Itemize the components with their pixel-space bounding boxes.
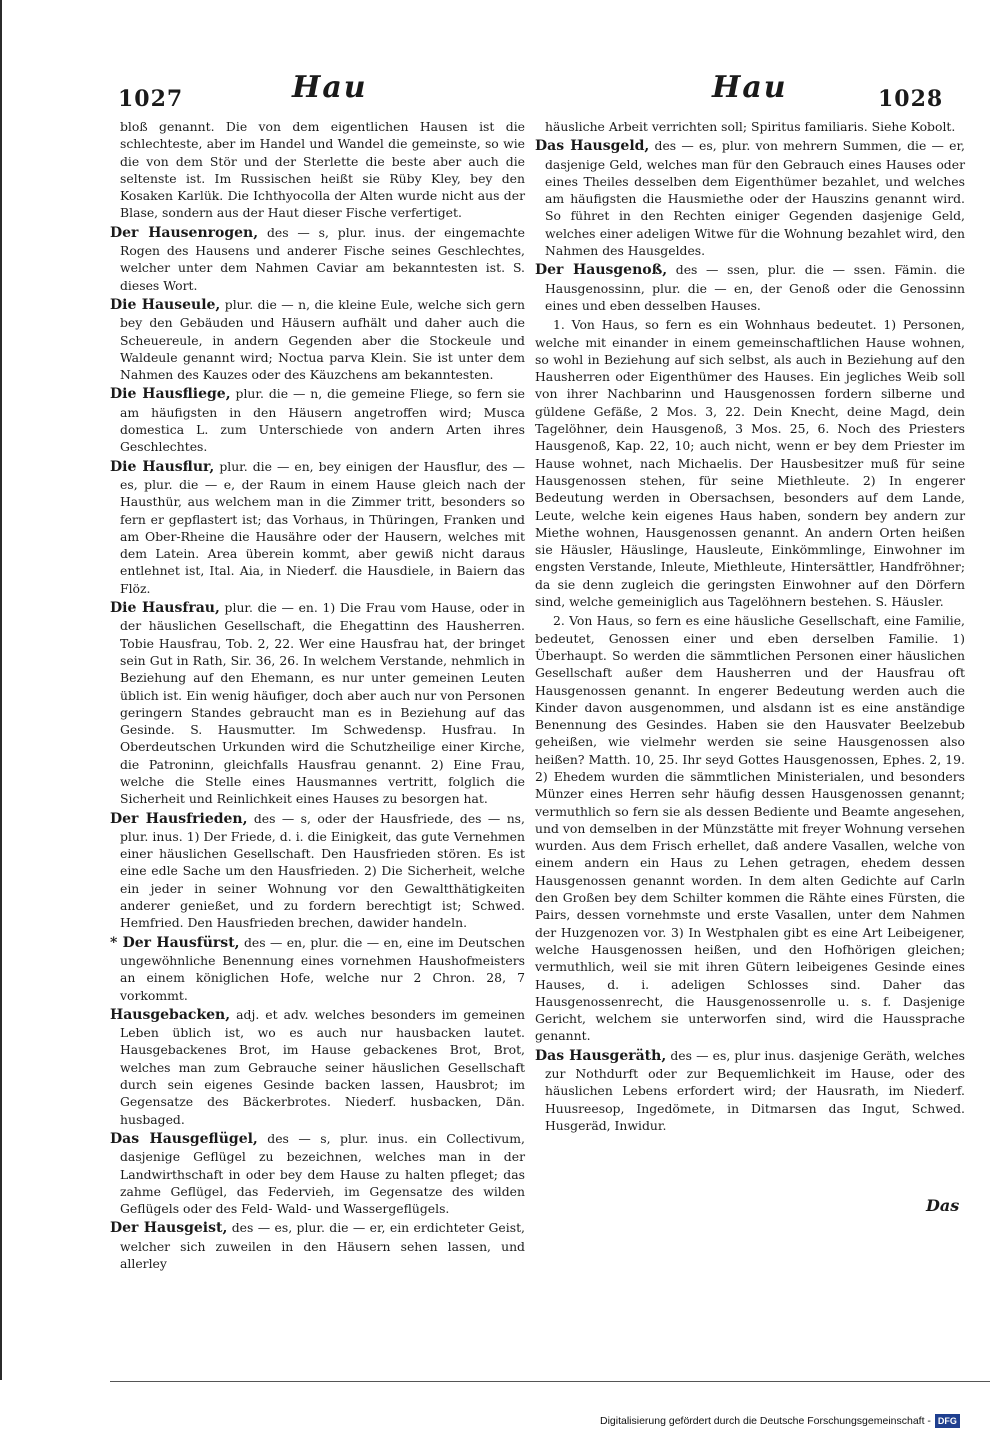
- entry-headword: Der Hausgenoß,: [535, 262, 668, 279]
- entry-headword: Das Hausgeld,: [535, 138, 650, 155]
- catchword: Das: [926, 1196, 960, 1215]
- dictionary-entry: [535, 1047, 965, 1134]
- entry-headword: Die Hausfliege,: [110, 386, 231, 403]
- dictionary-entry: [535, 261, 965, 314]
- entry-definition: des — s, plur. inus. der eingemachte Rogen des Hausens und anderer Fische seines Geschlechtes, welcher unter dem Nahmen Caviar am bekanntesten ist. S. dieses Wort.: [120, 224, 525, 293]
- entry-definition: adj. et adv. welches besonders im gemeinen Leben üblich ist, wo es auch nur hausbacken lautet. Hausgebackenes Brot, im Hause gebackenes Brot, Brot, welches man zum Gebrauche seiner häuslichen Gesellschaft durch sein eigenes Gesinde backen lassen, Hausbrot; im Gegensatze des Bäckerbrotes. Niederf. husbacken, Dän. husbaged.: [120, 1006, 525, 1127]
- dictionary-entry: [110, 1006, 525, 1128]
- left-column: [110, 118, 525, 1271]
- dictionary-entry: [110, 458, 525, 597]
- entry-definition: des — s, oder der Hausfriede, des — ns, plur. inus. 1) Der Friede, d. i. die Einigkeit, das gute Vernehmen einer häuslichen Gesellschaft. Den Hausfrieden stören. Es ist eine edle Sache um den Hausfrieden. 2) Die Sicherheit, welche ein jeder in seiner Wohnung vor den Gewaltthätigkeiten anderer genießet, und zu fordern berechtigt ist; Schwed. Hemfried. Den Hausfrieden brechen, dawider handeln.: [120, 810, 525, 931]
- footer-credit-text: Digitalisierung gefördert durch die Deutsche Forschungsgemeinschaft -: [600, 1415, 931, 1427]
- dictionary-entry: [110, 224, 525, 294]
- entry-definition: plur. die — en. 1) Die Frau vom Hause, oder in der häuslichen Gesellschaft, die Ehegattinn des Hausherren. Tobie Hausfrau, Tob. 2, 22. Wer eine Hausfrau hat, der bringet sein Gut in Rath, Sir. 36, 26. In welchem Verstande, nehmlich in Beziehung auf den Ehemann, es nur unter gemeinen Leuten üblich ist. Ein wenig häufiger, doch aber auch nur von Personen geringern Standes gebraucht man es in Beziehung auf das Gesinde. S. Hausmutter. Im Schwedensp. Husfrau. In Oberdeutschen Urkunden wird die Schutzheilige einer Kirche, die Patroninn, gleichfalls Hausfrau genannt. 2) Eine Frau, welche die Stelle eines Hausmannes vertritt, folglich die Sicherheit und Reinlichkeit eines Hauses zu besorgen hat.: [120, 600, 525, 807]
- entry-definition: des — s, plur. inus. ein Collectivum, dasjenige Geflügel zu bezeichnen, welches man in der Landwirthschaft in oder bey dem Hause zu halten pfleget; das zahme Geflügel, das Federvieh, im Gegensatze des wilden Geflügels oder des Feld- Wald- und Wassergeflügels.: [120, 1130, 525, 1217]
- dictionary-entry: [110, 1219, 525, 1272]
- continuation-paragraph: häusliche Arbeit verrichten soll; Spiritus familiaris. Siehe Kobolt.: [545, 119, 956, 134]
- dictionary-entry: [110, 385, 525, 455]
- entry-definition: des — en, plur. die — en, eine im Deutschen ungewöhnliche Benennung eines vornehmen Haushofmeisters an einem königlichen Hofe, welche nur 2 Chron. 28, 7 vorkommt.: [120, 934, 525, 1003]
- entry-headword: Die Hausfrau,: [110, 600, 220, 617]
- entry-definition: des — es, plur. die — er, ein erdichteter Geist, welcher sich zuweilen in den Häusern sehen lassen, und allerley: [120, 1220, 525, 1271]
- left-page-number: 1027: [118, 86, 184, 112]
- right-page-number: 1028: [878, 86, 944, 112]
- entry-definition: plur. die — n, die gemeine Fliege, so fern sie am häufigsten in den Häusern angetroffen wird; Musca domestica L. zum Unterschiede von andern Arten ihres Geschlechtes.: [120, 386, 525, 455]
- entry-headword: Das Hausgeflügel,: [110, 1130, 258, 1147]
- entry-definition: plur. die — en, bey einigen der Hausflur, des — es, plur. die — e, der Raum in einem Hause gleich nach der Hausthür, aus welchem man in die Zimmer tritt, besonders so fern er gepflastert ist; das Vorhaus, in Thüringen, Franken und am Ober-Rheine die Hausähre oder der Hausern, welches mit dem Latein. Area überein kommt, aber gewiß nicht daraus entlehnet ist, Ital. Aia, in Niederf. die Hausdiele, in Baiern das Flöz.: [120, 458, 525, 596]
- dfg-logo-icon: DFG: [935, 1414, 960, 1428]
- dictionary-entry: [110, 296, 525, 383]
- footer-divider: [110, 1381, 990, 1382]
- continuation-paragraph: bloß genannt. Die von dem eigentlichen Hausen ist die schlechteste, aber im Handel und Wandel die gemeinste, so wie die von dem Stör und der Sterlette die beste aber auch die seltenste ist. Im Russischen heißt sie Rüby Kley, bey den Kosaken Karlük. Die Ichthyocolla der Alten wurde nicht aus der Blase, sondern aus der Haut dieser Fische verfertiget.: [120, 119, 525, 221]
- right-running-head: Hau: [712, 70, 788, 105]
- dictionary-entry: [535, 137, 965, 259]
- entry-headword: Hausgebacken,: [110, 1006, 231, 1023]
- sense-paragraph: 2. Von Haus, so fern es eine häusliche Gesellschaft, eine Familie, bedeutet, Genossen einer und eben derselben Familie. 1) Überhaupt. So werden die sämmtlichen Personen einer häuslichen Gesellschaft außer dem Hausherren und der Hausfrau oft Hausgenossen genannt. In engerer Bedeutung werden auch die Kinder davon ausgenommen, und alsdann ist es eine anständige Benennung des Gesindes. Haben sie den Hausvater Beelzebub geheißen, wie vielmehr werden sie seine Hausgenossen also heißen? Matth. 10, 25. Ihr seyd Gottes Hausgenossen, Ephes. 2, 19. 2) Ehedem wurden die sämmtlichen Ministerialen, und besonders Münzer eines Herren sehr häufig dessen Hausgenossen genannt; vermuthlich so fern sie als dessen Bediente und Beamte angesehen, und von demselben in der Münzstätte mit freyer Wohnung versehen wurden. Aus dem Frisch erhellet, daß andere Vasallen, welche von einem andern ein Haus zu Lehen getragen, ehedem dessen Hausgenossen genannt worden. In dem alten Gedichte auf Carln den Großen bey dem Schilter kommen die Rähte eines Fürsten, die Pairs, dessen vornehmste und erste Vasallen, unter dem Nahmen der Huzgenozen vor. 3) In Westphalen gibt es eine Art Leibeigener, welche Hausgenossen heißen, und den Hofhörigen gleichen; vermuthlich, weil sie mit ihren Gütern leibeigenes Gesinde eines Hauses, d. i. adeligen Schlosses sind. Daher das Hausgenossenrecht, die Hausgenossenrolle u. s. f. Dasjenige Gericht, welchem sie unterworfen sind, wird die Haussprache genannt.: [535, 613, 965, 1044]
- dictionary-entry: [110, 810, 525, 932]
- dictionary-entry: [110, 599, 525, 808]
- entry-definition: des — es, plur. von mehrern Summen, die — er, dasjenige Geld, welches man für den Gebrauch eines Hauses oder eines Theiles desselben dem Eigenthümer bezahlet, und welches am häufigsten die Hausmiethe oder der Hauszins genannt wird. So führet in den Rechten einiger Gegenden dasjenige Geld, welches einer adeligen Witwe für die Wohnung bezahlet wird, den Nahmen des Hausgeldes.: [545, 138, 965, 259]
- entry-headword: Der Hausenrogen,: [110, 224, 259, 241]
- right-column: [535, 118, 965, 1178]
- entry-definition: plur. die — n, die kleine Eule, welche sich gern bey den Gebäuden und Häusern aufhält und daher auch die Scheuereule, in andern Gegenden aber die Stockeule und Waldeule genannt wird; Noctua parva Klein. Sie ist unter dem Nahmen des Kauzes oder des Käuzchens am bekanntesten.: [120, 296, 525, 383]
- entry-headword: Das Hausgeräth,: [535, 1047, 667, 1064]
- entry-definition: des — ssen, plur. die — ssen. Fämin. die Hausgenossinn, plur. die — en, der Genoß oder die Genossinn eines und eben desselben Hauses.: [545, 262, 965, 313]
- entry-headword: Der Hausfrieden,: [110, 810, 248, 827]
- entry-headword: Die Hauseule,: [110, 296, 221, 313]
- dictionary-entry: [110, 934, 525, 1004]
- sense-paragraph: 1. Von Haus, so fern es ein Wohnhaus bedeutet. 1) Personen, welche mit einander in einem gemeinschaftlichen Hause wohnen, so wohl in Beziehung auf sich selbst, als auch in Beziehung auf den Hausherren oder Eigenthümer des Hauses. Ein jegliches Weib soll von ihrer Nachbarinn und Hausgenossen fordern silberne und güldene Gefäße, 2 Mos. 3, 22. Dein Knecht, deine Magd, dein Tagelöhner, dein Hausgenoß, 3 Mos. 25, 6. Noch des Priesters Hausgenoß, Kap. 22, 10; auch nicht, wenn er bey dem Priester im Hause wohnet, nach Michaelis. Der Hausbesitzer muß für seine Hausgenossen stehen, für seine Miethleute. 2) In engerer Bedeutung werden in Obersachsen, besonders auf dem Lande, Leute, welche kein eigenes Haus haben, sondern bey andern zur Miethe wohnen, Hausgenossen genannt. An andern Orten heißen sie Häusler, Häuslinge, Hausleute, Einkömmlinge, Einwohner im engsten Verstande, Inleute, Miethleute, Hintersättler, Handfröhner; da sie denn zugleich die geringsten Einwohner auf den Dörfern sind, welche gemeiniglich aus Tagelöhnern bestehen. S. Häusler.: [535, 317, 965, 610]
- entry-definition: des — es, plur inus. dasjenige Geräth, welches zur Nothdurft oder zur Bequemlichkeit im Hause, oder des häuslichen Lebens erfordert wird; der Hausrath, im Niederf. Huusreesop, Ingedömete, in Ditmarsen das Ingut, Schwed. Husgeräd, Inwidur.: [545, 1047, 965, 1133]
- dictionary-entry: [110, 1130, 525, 1217]
- entry-headword: * Der Hausfürst,: [110, 934, 240, 951]
- scan-edge-line: [0, 0, 2, 1380]
- entry-headword: Der Hausgeist,: [110, 1220, 228, 1237]
- entry-headword: Die Hausflur,: [110, 458, 215, 475]
- left-running-head: Hau: [292, 70, 368, 105]
- footer-credit: [600, 1411, 960, 1431]
